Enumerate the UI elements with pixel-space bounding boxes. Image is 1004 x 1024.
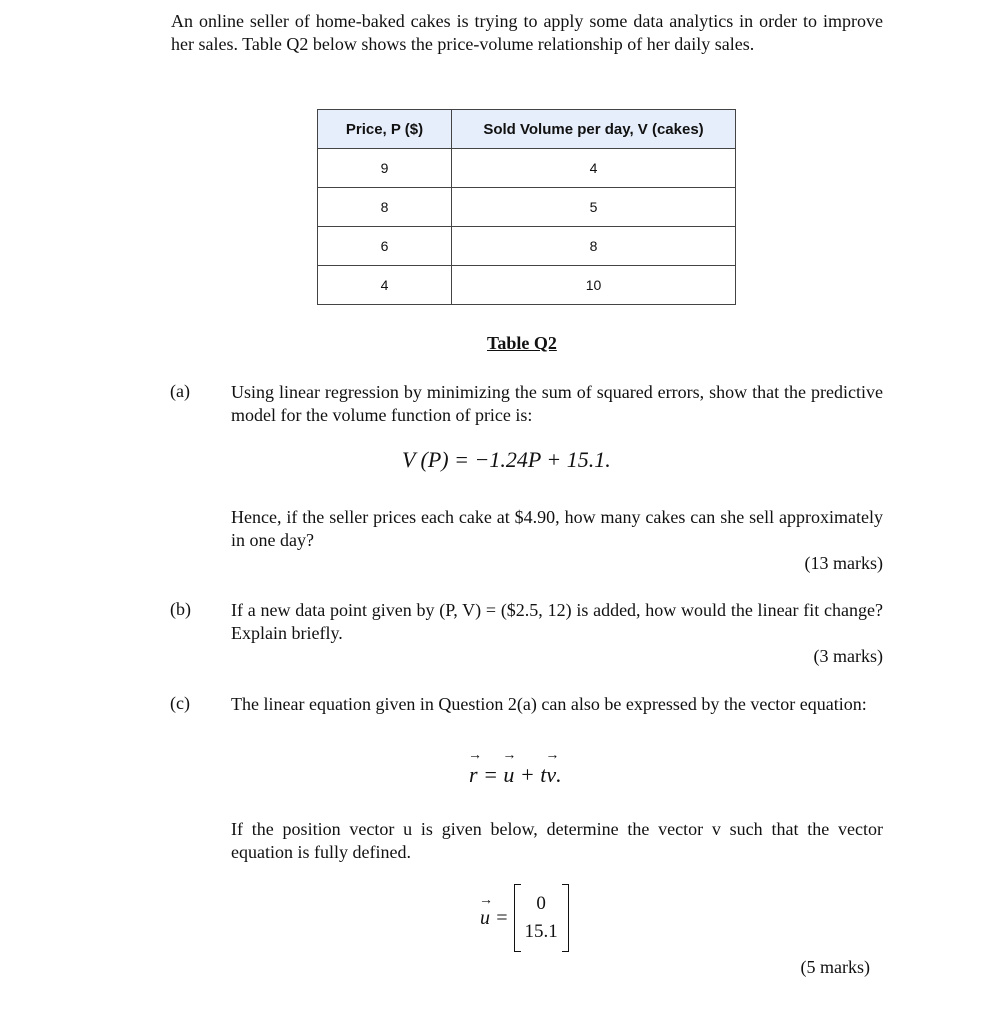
part-a-question: Hence, if the seller prices each cake at $4.90, how many cakes can she sell approximately in one day? (231, 507, 883, 550)
column-matrix (514, 884, 569, 952)
price-volume-table (317, 109, 736, 305)
left-bracket (514, 884, 521, 952)
intro-paragraph: An online seller of home-baked cakes is trying to apply some data analytics in order to improve her sales. Table Q2 below shows the price-volume relationship of her daily sales. (171, 11, 883, 54)
part-b-text: If a new data point given by (P, V) = ($2.5, 12) is added, how would the linear fit change? Explain briefly. (231, 600, 883, 643)
table-row (318, 227, 736, 266)
cell-volume: 8 (452, 227, 736, 266)
part-c-text: The linear equation given in Question 2(a) can also be expressed by the vector equation: (231, 694, 867, 714)
table-caption: Table Q2 (487, 333, 557, 353)
part-c-question: If the position vector u is given below, determine the vector v such that the vector equation is fully defined. (231, 819, 883, 862)
part-c-marks: (5 marks) (800, 957, 870, 977)
table-row (318, 266, 736, 305)
matrix-entry: 0 (536, 893, 546, 914)
vector-equation: → r = → u + t→ v. (469, 762, 562, 788)
vector-u-name: → u (480, 907, 490, 930)
cell-price: 9 (318, 149, 452, 188)
header-volume: Sold Volume per day, V (cakes) (452, 110, 736, 149)
regression-equation: V (P) = −1.24P + 15.1. (402, 447, 611, 472)
matrix-entry: 15.1 (524, 921, 558, 942)
cell-price: 8 (318, 188, 452, 227)
right-bracket (562, 884, 569, 952)
table-row (318, 149, 736, 188)
part-a-marks: (13 marks) (804, 553, 883, 573)
part-c-label: (c) (170, 693, 190, 713)
header-price: Price, P ($) (318, 110, 452, 149)
vector-u: → u (503, 762, 514, 788)
part-b-label: (b) (170, 599, 191, 619)
table-header-row (318, 110, 736, 149)
table-row (318, 188, 736, 227)
cell-volume: 4 (452, 149, 736, 188)
vector-r: → r (469, 762, 478, 788)
cell-price: 6 (318, 227, 452, 266)
cell-volume: 10 (452, 266, 736, 305)
vector-v: → v (546, 762, 556, 788)
part-a-label: (a) (170, 381, 190, 401)
part-b-marks: (3 marks) (813, 646, 883, 666)
cell-price: 4 (318, 266, 452, 305)
position-vector-u: → u = 0 15.1 (480, 884, 569, 952)
cell-volume: 5 (452, 188, 736, 227)
part-a-text: Using linear regression by minimizing the sum of squared errors, show that the predictive model for the volume function of price is: (231, 382, 883, 425)
